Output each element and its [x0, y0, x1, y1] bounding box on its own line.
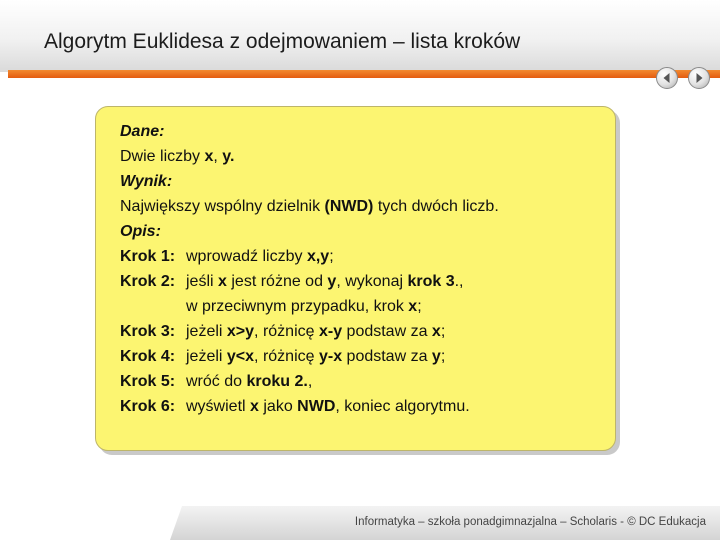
accent-bar [8, 70, 720, 78]
step-label: Krok 6: [120, 398, 176, 415]
given-heading: Dane: [120, 123, 165, 140]
step-3: Krok 3: jeżeli x>y, różnicę x-y podstaw za x; [120, 319, 605, 344]
step-1: Krok 1: wprowadź liczby x,y; [120, 244, 605, 269]
content-panel [95, 106, 616, 451]
step-label: Krok 4: [120, 348, 176, 365]
algorithm-description [120, 119, 605, 419]
given-text: Dwie liczby x, y. [120, 148, 235, 165]
step-2: Krok 2: jeśli x jest różne od y, wykonaj krok 3., [120, 269, 605, 294]
forward-button[interactable] [688, 67, 710, 89]
step-2-continuation: w przeciwnym przypadku, krok x; [186, 298, 422, 315]
step-label: Krok 1: [120, 248, 176, 265]
slide-header [0, 0, 720, 72]
arrow-right-icon [689, 68, 709, 88]
arrow-left-icon [657, 68, 677, 88]
step-label: Krok 3: [120, 323, 176, 340]
footer-text: Informatyka – szkoła ponadgimnazjalna – Scholaris - © DC Edukacja [354, 516, 706, 528]
result-heading: Wynik: [120, 173, 173, 190]
slide-title: Algorytm Euklidesa z odejmowaniem – lista kroków [44, 30, 521, 53]
description-heading: Opis: [120, 223, 161, 240]
step-6: Krok 6: wyświetl x jako NWD, koniec algorytmu. [120, 394, 605, 419]
back-button[interactable] [656, 67, 678, 89]
result-text: Największy wspólny dzielnik (NWD) tych dwóch liczb. [120, 198, 499, 215]
step-4: Krok 4: jeżeli y<x, różnicę y-x podstaw za y; [120, 344, 605, 369]
step-5: Krok 5: wróć do kroku 2., [120, 369, 605, 394]
step-label: Krok 2: [120, 273, 176, 290]
step-label: Krok 5: [120, 373, 176, 390]
